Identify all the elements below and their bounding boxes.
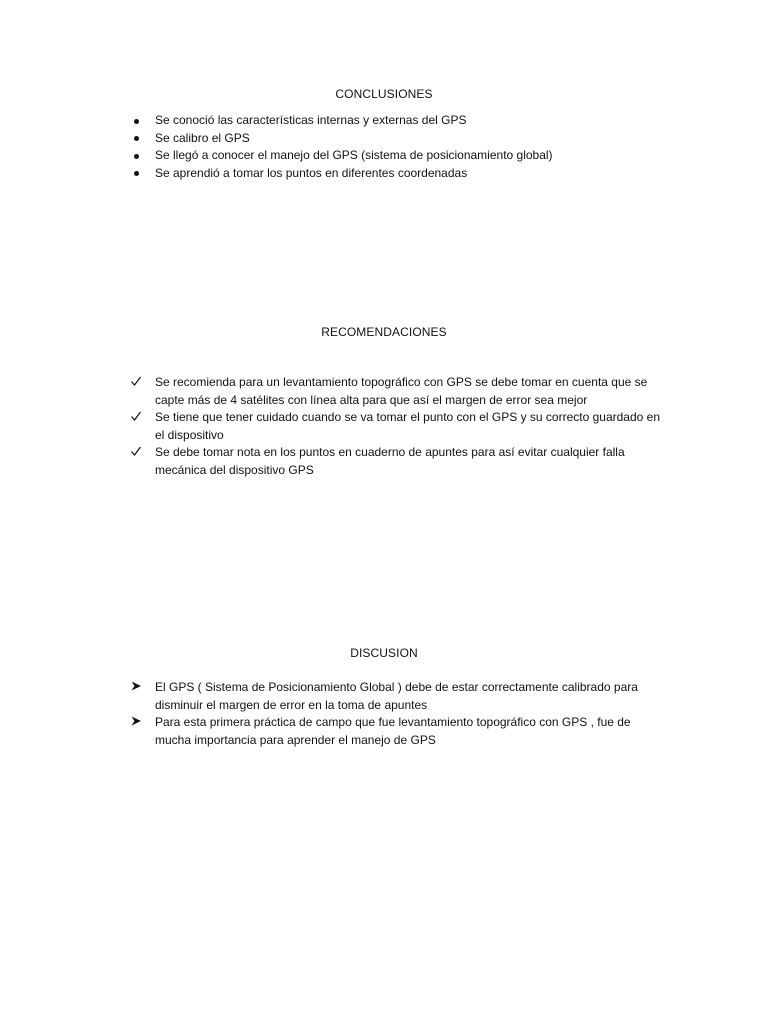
checkmark-icon — [130, 374, 144, 388]
conclusiones-list — [130, 112, 660, 182]
conclusiones-heading: CONCLUSIONES — [335, 87, 433, 101]
list-item — [130, 374, 660, 409]
list-item-text: Para esta primera práctica de campo que fue levantamiento topográfico con GPS , fue de mucha importancia para aprender el manejo de GPS — [155, 715, 631, 747]
list-item — [130, 444, 660, 479]
checkmark-icon — [130, 409, 144, 423]
list-item-text: Se recomienda para un levantamiento topográfico con GPS se debe tomar en cuenta que se capte más de 4 satélites con línea alta para que así el margen de error sea mejor — [155, 375, 648, 407]
arrowhead-icon — [130, 714, 144, 728]
list-item — [130, 714, 660, 749]
list-item-text: Se conoció las características internas y externas del GPS — [155, 113, 467, 127]
list-item-text: Se tiene que tener cuidado cuando se va tomar el punto con el GPS y su correcto guardado en el dispositivo — [155, 410, 660, 442]
discusion-heading: DISCUSION — [350, 646, 418, 660]
arrowhead-icon — [130, 679, 144, 693]
list-item — [130, 409, 660, 444]
list-item-text: Se calibro el GPS — [155, 130, 250, 145]
list-item-text: Se llegó a conocer el manejo del GPS (sistema de posicionamiento global) — [155, 148, 553, 162]
list-item — [130, 130, 660, 148]
list-item — [130, 147, 660, 165]
recomendaciones-heading: RECOMENDACIONES — [321, 325, 447, 339]
list-item — [130, 112, 660, 130]
list-item-text: Se debe tomar nota en los puntos en cuaderno de apuntes para así evitar cualquier falla mecánica del dispositivo GPS — [155, 445, 625, 477]
list-item — [130, 679, 660, 714]
list-item — [130, 165, 660, 183]
recomendaciones-list — [130, 374, 660, 479]
list-item-text: Se aprendió a tomar los puntos en diferentes coordenadas — [155, 165, 468, 180]
checkmark-icon — [130, 444, 144, 458]
list-item-text: El GPS ( Sistema de Posicionamiento Global ) debe de estar correctamente calibrado para disminuir el margen de error en la toma de apuntes — [155, 680, 638, 712]
discusion-list — [130, 679, 660, 749]
